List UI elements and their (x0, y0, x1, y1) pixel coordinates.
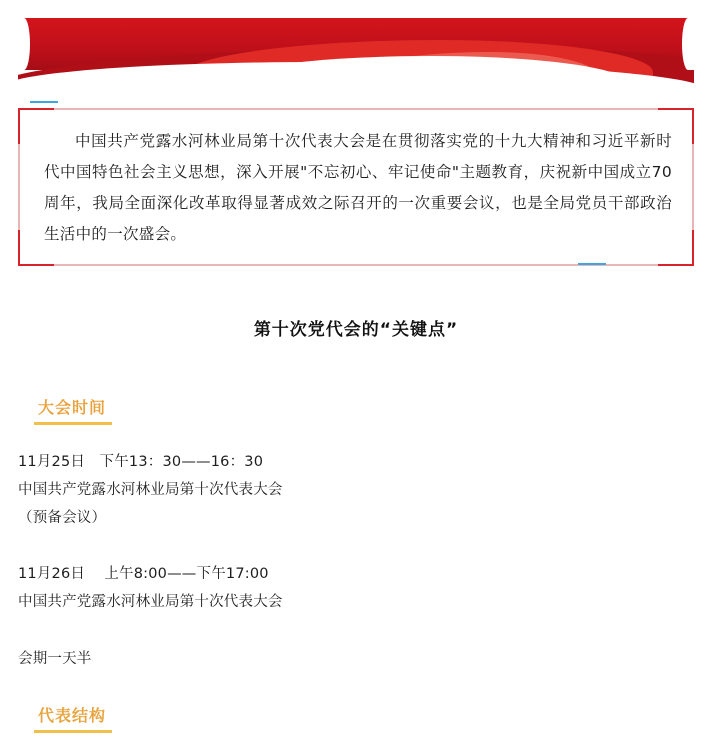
section-heading-meeting-time-label: 大会时间 (38, 398, 107, 417)
section-heading-underline (34, 730, 112, 733)
blue-tick-decoration-right (578, 263, 606, 265)
page-title: 第十次党代会的“关键点” (253, 320, 459, 340)
banner-notch-left (18, 18, 30, 70)
intro-paragraph: 中国共产党露水河林业局第十次代表大会是在贯彻落实党的十九大精神和习近平新时代中国特色社会主义思想，深入开展"不忘初心、牢记使命"主题教育，庆祝新中国成立70周年，我局全面深化改革取得显著成效之际召开的一次重要会议，也是全局党员干部政治生活中的一次盛会。 (44, 132, 672, 243)
section-heading-delegate-structure (38, 703, 106, 729)
banner-notch-right (682, 18, 694, 70)
blue-tick-decoration-left (30, 101, 58, 103)
red-wave-banner (18, 18, 694, 88)
list-item: 中国共产党露水河林业局第十次代表大会 (18, 482, 283, 498)
section-heading-underline (34, 422, 112, 425)
list-item: （预备会议） (18, 510, 107, 526)
list-item: 11月26日 上午8:00——下午17:00 (18, 566, 269, 582)
section-heading-meeting-time (38, 395, 106, 421)
meeting-time-day-two (18, 560, 694, 616)
meeting-time-day-one (18, 448, 694, 532)
list-item: 中国共产党露水河林业局第十次代表大会 (18, 594, 283, 610)
intro-card (18, 108, 694, 266)
list-item: 会期一天半 (18, 651, 92, 667)
list-item: 11月25日 下午13：30——16：30 (18, 454, 264, 470)
section-heading-delegate-structure-label: 代表结构 (38, 706, 107, 725)
meeting-duration (18, 645, 694, 673)
intro-edge-top (18, 108, 694, 110)
